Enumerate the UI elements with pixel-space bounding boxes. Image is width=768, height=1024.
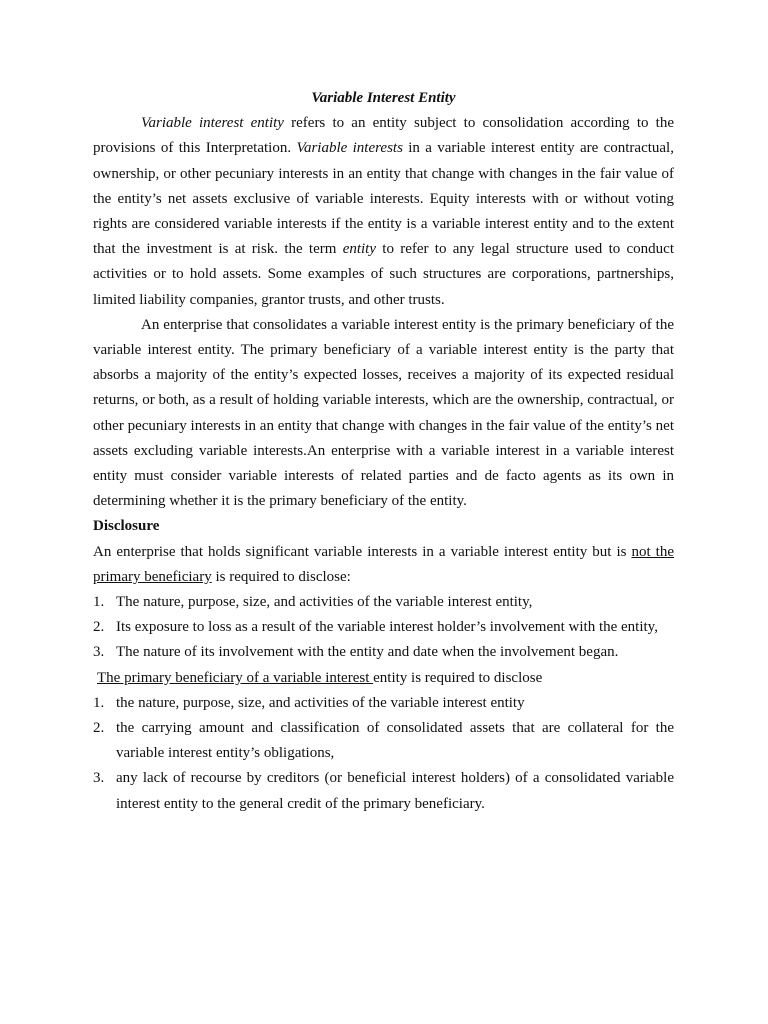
- paragraph-disclosure-intro: [93, 540, 674, 590]
- list-item: [93, 691, 674, 716]
- document-page: [93, 86, 674, 817]
- section-heading-disclosure: Disclosure: [93, 518, 160, 535]
- list-number: 3.: [93, 770, 105, 787]
- paragraph-text: An enterprise that holds significant variable interests in a variable interest entity but is: [93, 543, 632, 560]
- term-variable-interest-entity: Variable interest entity: [141, 115, 284, 132]
- paragraph-text: to refer to any legal structure used to conduct activities or to hold assets. Some examples of such structures are corporations, partnerships, limited liability companies, grantor trusts, and other trusts.: [93, 241, 674, 308]
- list-item-text: the carrying amount and classification of consolidated assets that are collateral for the variable interest entity’s obligations,: [116, 720, 674, 762]
- paragraph-primary-beneficiary: An enterprise that consolidates a variable interest entity is the primary beneficiary of the variable interest entity. The primary beneficiary of a variable interest entity is the party that absorbs a majority of the entity’s expected losses, receives a majority of its expected residual returns, or both, as a result of holding variable interests, which are the ownership, contractual, or other pecuniary interests in an entity that change with changes in the fair value of the entity’s net assets excluding variable interests.An enterprise with a variable interest in a variable interest entity must consider variable interests of related parties and de facto agents as its own in determining whether it is the primary beneficiary of the entity.: [93, 316, 674, 510]
- list-number: 1.: [93, 594, 105, 611]
- list-item: [93, 716, 674, 766]
- paragraph-text: in a variable interest entity are contractual, ownership, or other pecuniary interests in an entity that change with changes in the fair value of the entity’s net assets exclusive of variable interests. Equity interests with or without voting rights are considered variable interests if the entity is a variable interest entity and to the extent that the investment is at risk. the term: [93, 140, 674, 258]
- list-item: [93, 766, 674, 816]
- paragraph-definition: [93, 111, 674, 313]
- underlined-text: not the primary beneficiary: [93, 543, 674, 585]
- list-item: [93, 590, 674, 615]
- disclosure-list-primary: [93, 691, 674, 817]
- list-item-text: any lack of recourse by creditors (or beneficial interest holders) of a consolidated variable interest entity to the general credit of the primary beneficiary.: [116, 770, 674, 812]
- list-item-text: The nature of its involvement with the entity and date when the involvement began.: [116, 644, 619, 661]
- list-item: [93, 640, 674, 665]
- paragraph-text: entity is required to disclose: [373, 669, 543, 686]
- term-entity: entity: [342, 241, 377, 258]
- underlined-text: The primary beneficiary of a variable interest: [97, 669, 374, 686]
- paragraph-primary-disclosure-intro: [93, 666, 674, 691]
- list-item: [93, 615, 674, 640]
- list-item-text: Its exposure to loss as a result of the variable interest holder’s involvement with the entity,: [116, 619, 658, 636]
- document-title: Variable Interest Entity: [311, 90, 456, 106]
- list-item-text: The nature, purpose, size, and activities of the variable interest entity,: [116, 594, 533, 611]
- paragraph-text: refers to an entity subject to consolidation according to the provisions of this Interpretation.: [93, 115, 674, 157]
- list-number: 1.: [93, 694, 105, 711]
- list-item-text: the nature, purpose, size, and activities of the variable interest entity: [116, 694, 525, 711]
- list-number: 2.: [93, 619, 105, 636]
- disclosure-list-non-primary: [93, 590, 674, 666]
- list-number: 2.: [93, 720, 105, 737]
- term-variable-interests: Variable interests: [296, 140, 403, 157]
- paragraph-text: is required to disclose:: [211, 568, 351, 585]
- list-number: 3.: [93, 644, 105, 661]
